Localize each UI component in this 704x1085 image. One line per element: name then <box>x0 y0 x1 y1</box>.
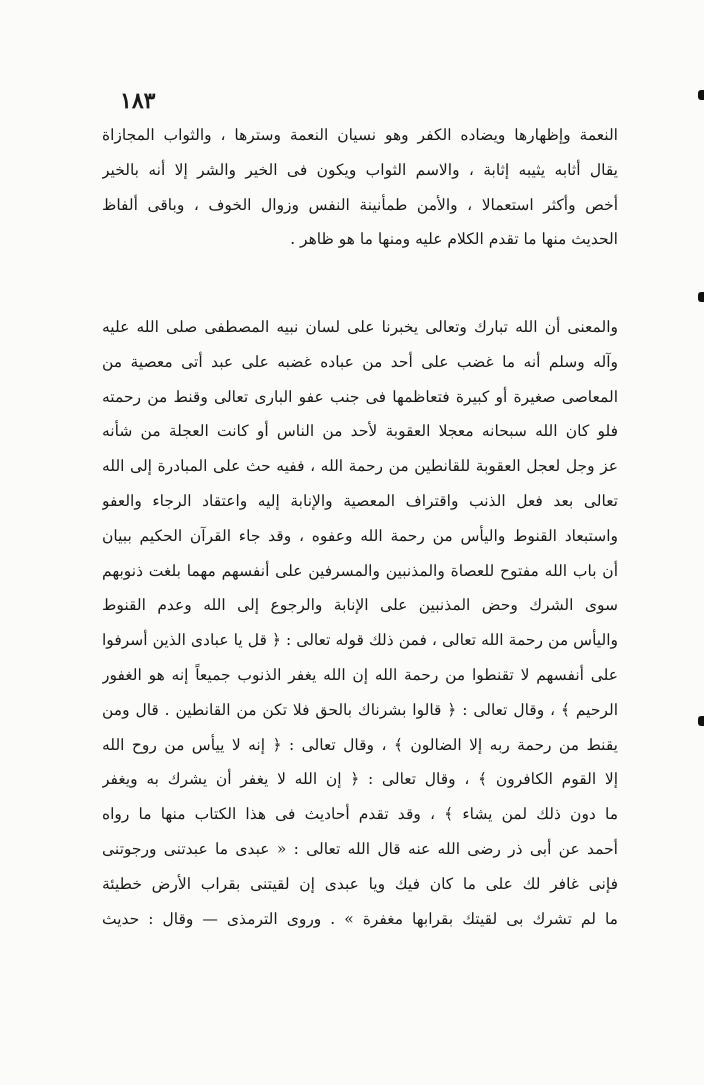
text-line: واستبعاد القنوط واليأس من رحمة الله وعفوه ، وقد جاء القرآن الحكيم ببيان <box>102 526 618 545</box>
edge-mark-bottom <box>698 716 704 726</box>
text-line: إلا القوم الكافرون ﴾ ، وقال تعالى : ﴿ إن الله لا يغفر أن يشرك به ويغفر <box>102 770 618 789</box>
text-line: أحمد عن أبى ذر رضى الله عنه قال الله تعالى : « عبدى ما عبدتنى ورجوتنى <box>102 839 618 858</box>
text-line: واليأس من رحمة الله تعالى ، فمن ذلك قوله تعالى : ﴿ قل يا عبادى الذين أسرفوا <box>102 631 618 650</box>
paragraph-1 <box>102 118 618 257</box>
text-line: فلو كان الله سبحانه معجلا العقوبة لأحد من الناس أو كانت العجلة من شأنه <box>102 422 618 441</box>
paragraph-2 <box>102 310 618 936</box>
text-line: وآله وسلم أنه ما غضب على أحد من عباده غضبه على عبد أتى معصية من <box>102 352 618 371</box>
text-line: فإنى غافر لك على ما كان فيك ويا عبدى إن لقيتنى بقراب الأرض خطيئة <box>102 874 618 893</box>
text-line: ما لم تشرك بى لقيتك بقرابها مغفرة » . وروى الترمذى — وقال : حديث <box>102 909 618 928</box>
text-line: سوى الشرك وحض المذنبين على الإنابة والرجوع إلى الله وعدم القنوط <box>102 596 618 615</box>
text-line: على أنفسهم لا تقنطوا من رحمة الله إن الله يغفر الذنوب جميعاً إنه هو الغفور <box>102 665 618 684</box>
page-number: ١٨٣ <box>120 88 156 114</box>
text-line: ما دون ذلك لمن يشاء ﴾ ، وقد تقدم أحاديث فى هذا الكتاب منها ما رواه <box>102 805 618 824</box>
edge-mark-middle <box>698 292 704 302</box>
text-line: والمعنى أن الله تبارك وتعالى يخبرنا على لسان نبيه المصطفى صلى الله عليه <box>102 318 618 336</box>
text-line: تعالى بعد فعل الذنب واقتراف المعصية والإنابة إليه واعتقاد الرجاء والعفو <box>102 491 618 510</box>
text-line: أن باب الله مفتوح للعصاة والمذنبين والمسرفين على أنفسهم مهما بلغت ذنوبهم <box>102 561 618 580</box>
text-line: المعاصى صغيرة أو كبيرة فتعاظمها فى جنب عفو البارى تعالى وقنط من رحمته <box>102 387 618 406</box>
edge-mark-top <box>698 90 704 100</box>
text-line: الحديث منها ما تقدم الكلام عليه ومنها ما هو ظاهر . <box>290 230 618 249</box>
text-line: أخص وأكثر استعمالا ، والأمن طمأنينة النفس وزوال الخوف ، وباقى ألفاظ <box>102 195 618 214</box>
text-line: يقنط من رحمة ربه إلا الضالون ﴾ ، وقال تعالى : ﴿ إنه لا ييأس من روح الله <box>102 735 618 754</box>
text-line: عز وجل لعجل العقوبة للقانطين من رحمة الله ، ففيه حث على المبادرة إلى الله <box>102 457 618 476</box>
text-line: يقال أثابه يثيبه إثابة ، والاسم الثواب ويكون فى الخير والشر إلا أنه بالخير <box>102 160 618 179</box>
text-line: النعمة وإظهارها ويضاده الكفر وهو نسيان النعمة وسترها ، والثواب المجازاة <box>102 126 618 144</box>
text-line: الرحيم ﴾ ، وقال تعالى : ﴿ قالوا بشرناك بالحق فلا تكن من القانطين . قال ومن <box>102 700 618 719</box>
